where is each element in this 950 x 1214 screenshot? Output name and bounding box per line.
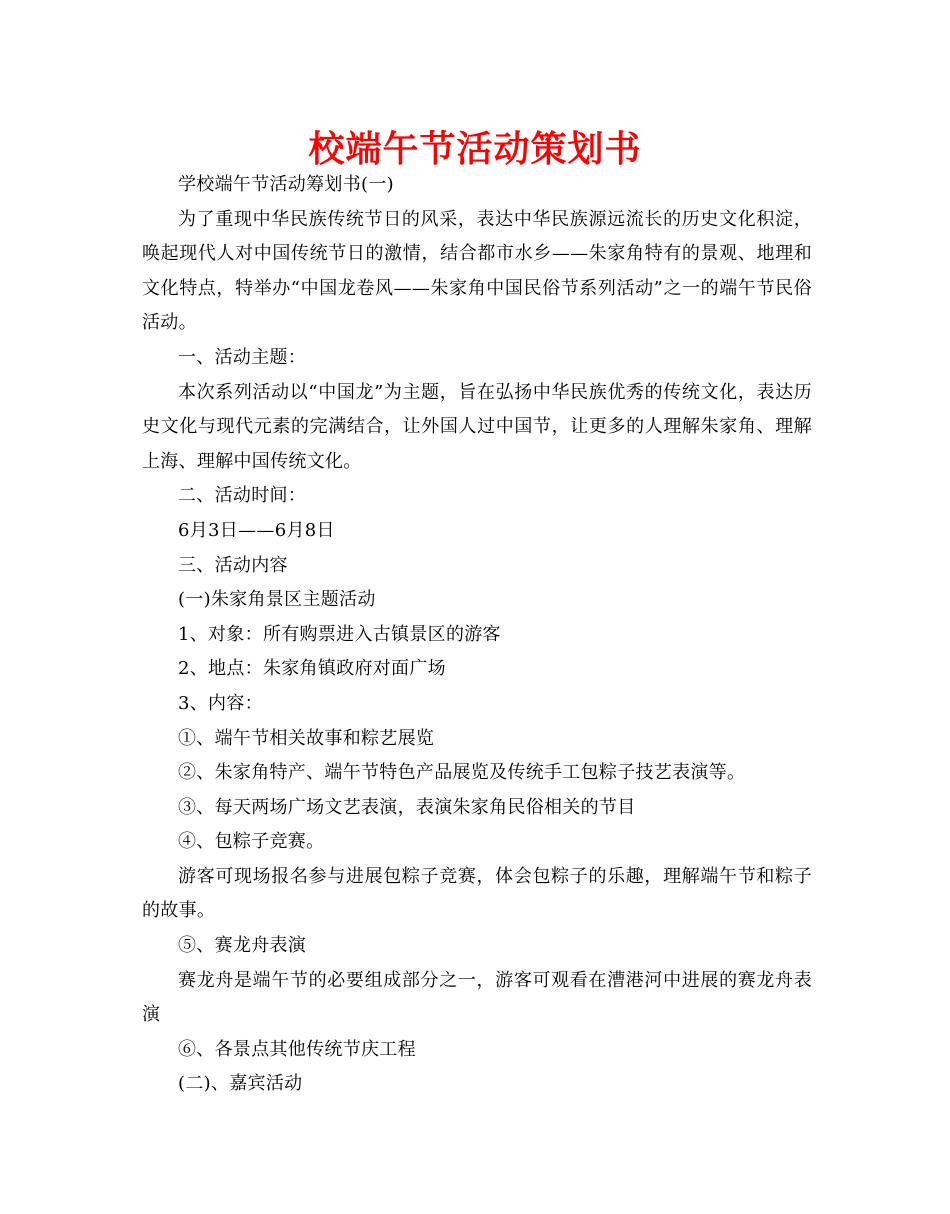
paragraph: 学校端午节活动筹划书(一) [178,174,394,195]
subsection-heading: (二)、嘉宾活动 [178,1073,303,1095]
list-item: ②、朱家角特产、端午节特色产品展览及传统手工包粽子技艺表演等。 [178,762,746,784]
list-item: ③、每天两场广场文艺表演，表演朱家角民俗相关的节目 [178,796,636,818]
document-title: 校端午节活动策划书 [308,129,642,170]
list-item: 3、内容： [178,692,263,714]
paragraph: 为了重现中华民族传统节日的风采，表达中华民族源远流长的历史文化积淀，唤起现代人对中国传统节日的激情，结合都市水乡——朱家角特有的景观、地理和文化特点，特举办“中国龙卷风——朱家角中国民俗节系列活动”之一的端午节民俗活动。 [142,208,812,334]
list-item: ⑤、赛龙舟表演 [178,935,307,957]
document-body [142,168,812,1102]
paragraph: 6月3日——6月8日 [178,519,335,541]
list-item: ⑥、各景点其他传统节庆工程 [178,1038,416,1060]
paragraph: 游客可现场报名参与进展包粽子竞赛，体会包粽子的乐趣，理解端午节和粽子的故事。 [142,865,812,922]
paragraph: 本次系列活动以“中国龙”为主题，旨在弘扬中华民族优秀的传统文化，表达历史文化与现代元素的完满结合，让外国人过中国节，让更多的人理解朱家角、理解上海、理解中国传统文化。 [142,381,812,472]
section-heading: 三、活动内容 [178,554,288,576]
list-item: 2、地点：朱家角镇政府对面广场 [178,658,446,680]
list-item: ①、端午节相关故事和粽艺展览 [178,727,435,749]
paragraph: 赛龙舟是端午节的必要组成部分之一，游客可观看在漕港河中进展的赛龙舟表演 [142,969,812,1026]
subsection-heading: (一)朱家角景区主题活动 [178,589,376,611]
section-heading: 二、活动时间： [178,485,307,507]
section-heading: 一、活动主题： [178,346,307,368]
list-item: 1、对象：所有购票进入古镇景区的游客 [178,623,501,645]
list-item: ④、包粽子竞赛。 [178,831,325,853]
